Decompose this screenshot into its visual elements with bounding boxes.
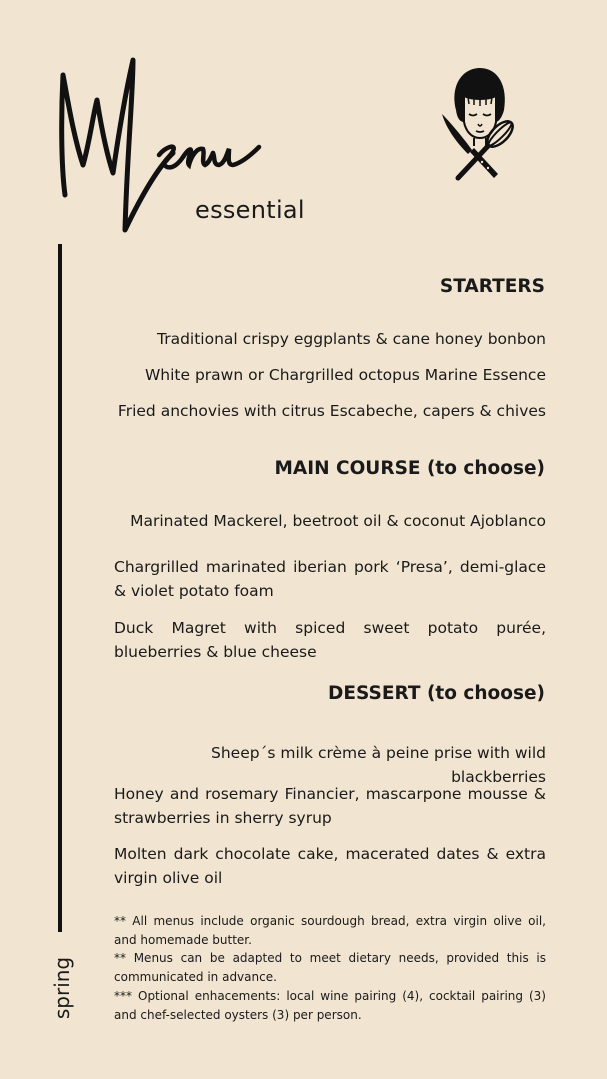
section-heading: MAIN COURSE (to choose) xyxy=(274,458,545,479)
menu-item: Duck Magret with spiced sweet potato purée, blueberries & blue cheese xyxy=(114,619,546,661)
menu-item: White prawn or Chargrilled octopus Marine Essence xyxy=(144,366,546,384)
chef-woman-knife-whisk-icon xyxy=(438,66,518,184)
footnote: *** Optional enhacements: local wine pairing (4), cocktail pairing (3) and chef-selected oysters (3) per person. xyxy=(114,988,546,1022)
menu-item: Honey and rosemary Financier, mascarpone mousse & strawberries in sherry syrup xyxy=(114,785,546,827)
menu-subtitle: essential xyxy=(195,196,305,224)
section-heading: DESSERT (to choose) xyxy=(328,683,545,704)
footnote: ** All menus include organic sourdough bread, extra virgin olive oil, and homemade butter. xyxy=(114,914,546,947)
menu-item: Molten dark chocolate cake, macerated dates & extra virgin olive oil xyxy=(114,845,546,887)
section-heading: STARTERS xyxy=(439,276,545,297)
menu-item: Fried anchovies with citrus Escabeche, capers & chives xyxy=(117,402,546,420)
menu-item: Marinated Mackerel, beetroot oil & coconut Ajoblanco xyxy=(130,512,546,530)
menu-item: Sheep´s milk crème à peine prise with wild blackberries xyxy=(211,744,546,786)
vertical-divider xyxy=(58,244,62,932)
footnote: ** Menus can be adapted to meet dietary needs, provided this is communicated in advance. xyxy=(114,951,546,985)
menu-item: Chargrilled marinated iberian pork ‘Presa’, demi-glace & violet potato foam xyxy=(114,558,546,600)
season-label: spring xyxy=(50,956,74,1020)
menu-item: Traditional crispy eggplants & cane honey bonbon xyxy=(157,330,546,348)
footnotes xyxy=(114,912,546,1024)
